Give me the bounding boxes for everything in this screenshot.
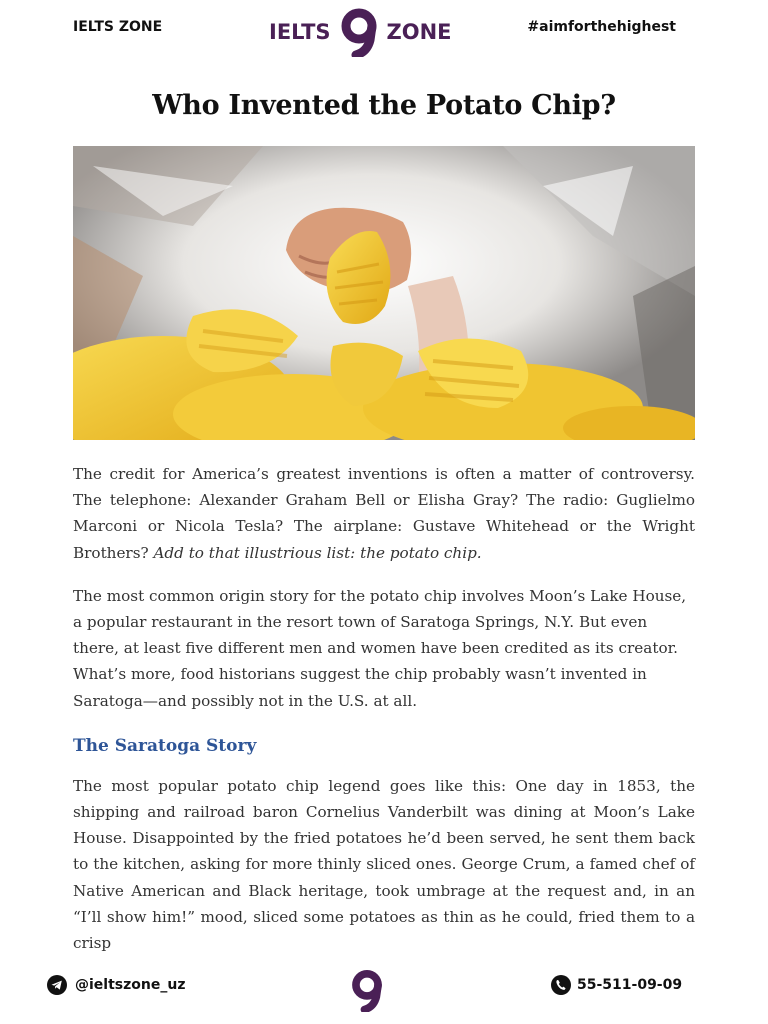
- paragraph-1-italic: Add to that illustrious list: the potato chip.: [153, 543, 482, 562]
- header-hashtag: #aimforthehighest: [527, 19, 676, 35]
- nine-logo-icon: [339, 7, 379, 57]
- footer-nine-logo-icon: [350, 968, 384, 1012]
- header-brand-text: IELTS ZONE: [73, 19, 163, 35]
- section-heading: The Saratoga Story: [73, 735, 257, 756]
- telegram-handle: @ieltszone_uz: [75, 977, 186, 993]
- footer-telegram[interactable]: [47, 975, 185, 995]
- telegram-icon: [47, 975, 67, 995]
- phone-number: 55-511-09-09: [577, 977, 683, 993]
- hero-image: [73, 146, 695, 440]
- footer-phone[interactable]: [551, 975, 682, 995]
- header-logo: [269, 6, 452, 58]
- phone-icon: [551, 975, 571, 995]
- paragraph-1-text: The credit for America’s greatest inventions is often a matter of controversy. The telephone: Alexander Graham Bell or Elisha Gray? The radio: Guglielmo Marconi or Nicola Tesla? The airplane: Gustave Whitehead or the Wright Brothers?: [73, 465, 695, 562]
- paragraph-2: The most common origin story for the potato chip involves Moon’s Lake House, a popular restaurant in the resort town of Saratoga Springs, N.Y. But even there, at least five different men and women have been credited as its creator. What’s more, food historians suggest the chip probably wasn’t invented in Saratoga—and possibly not in the U.S. at all.: [73, 586, 687, 710]
- paragraph-3: The most popular potato chip legend goes like this: One day in 1853, the shipping and railroad baron Cornelius Vanderbilt was dining at Moon’s Lake House. Disappointed by the fried potatoes he’d been served, he sent them back to the kitchen, asking for more thinly sliced ones. George Crum, a famed chef of Native American and Black heritage, took umbrage at the request and, in an “I’ll show him!” mood, sliced some potatoes as thin as he could, fried them to a crisp: [73, 776, 695, 953]
- page-title: Who Invented the Potato Chip?: [152, 90, 616, 121]
- paragraph-1: [73, 461, 695, 566]
- logo-text-left: IELTS: [269, 20, 331, 44]
- article-body: [73, 461, 695, 973]
- logo-text-right: ZONE: [386, 20, 452, 44]
